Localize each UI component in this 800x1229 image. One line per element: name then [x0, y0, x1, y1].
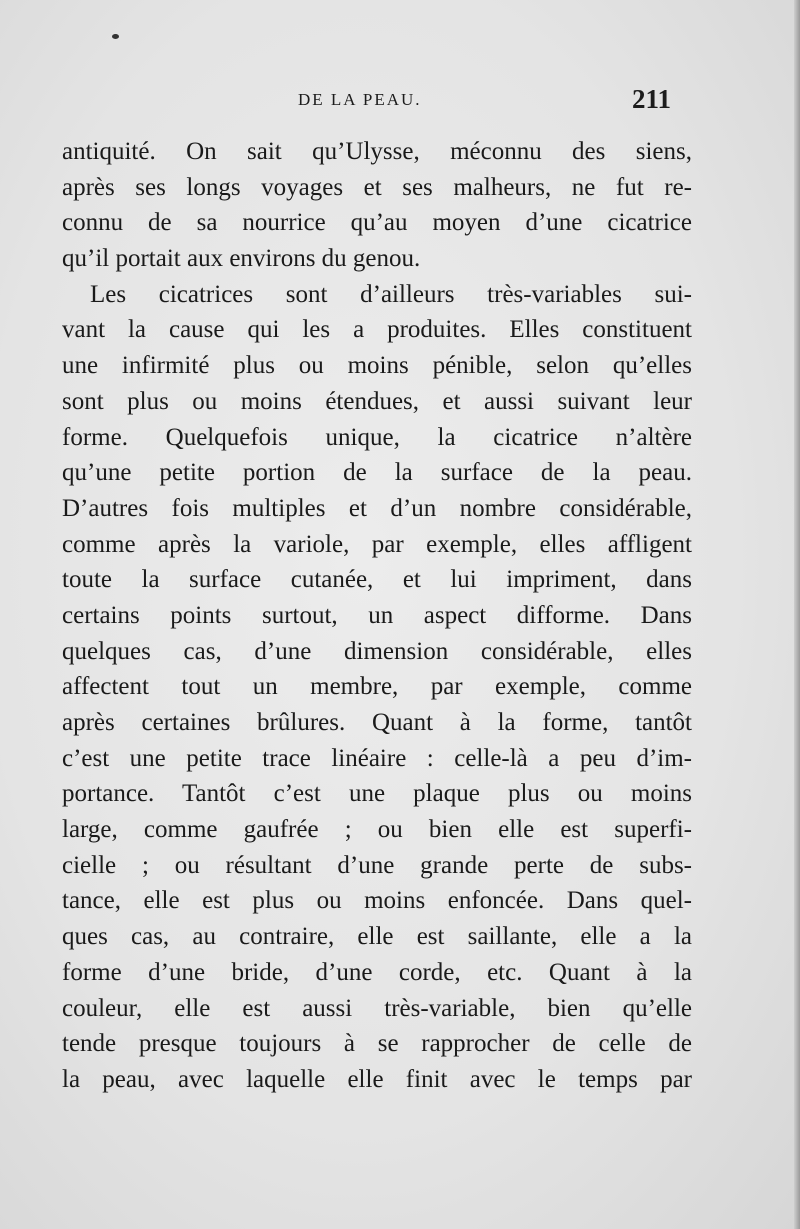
- page-header: [0, 84, 800, 120]
- text-line: tende presque toujours à se rapprocher de celle de: [62, 1030, 692, 1058]
- text-line: tance, elle est plus ou moins enfoncée. Dans quel-: [62, 887, 692, 915]
- text-line: c’est une petite trace linéaire : celle-là a peu d’im-: [62, 744, 692, 772]
- page-edge-shadow: [794, 0, 800, 1229]
- text-line: après ses longs voyages et ses malheurs, ne fut re-: [62, 173, 692, 201]
- text-line: quelques cas, d’une dimension considérable, elles: [62, 637, 692, 665]
- text-line: toute la surface cutanée, et lui impriment, dans: [62, 566, 692, 594]
- text-line: Les cicatrices sont d’ailleurs très-variables sui-: [90, 280, 692, 308]
- text-line: cielle ; ou résultant d’une grande perte de subs-: [62, 851, 692, 879]
- text-line: portance. Tantôt c’est une plaque plus ou moins: [62, 780, 692, 808]
- text-line: une infirmité plus ou moins pénible, selon qu’elles: [62, 352, 692, 380]
- text-line: après certaines brûlures. Quant à la forme, tantôt: [62, 709, 692, 736]
- text-line: sont plus ou moins étendues, et aussi suivant leur: [62, 387, 692, 415]
- text-line: couleur, elle est aussi très-variable, bien qu’elle: [62, 994, 692, 1022]
- text-line: D’autres fois multiples et d’un nombre considérable,: [62, 494, 692, 522]
- text-line: qu’une petite portion de la surface de la peau.: [62, 459, 692, 487]
- text-line: vant la cause qui les a produites. Elles constituent: [62, 316, 692, 344]
- ink-speck: [112, 34, 119, 39]
- text-line: certains points surtout, un aspect difforme. Dans: [62, 601, 692, 629]
- text-line: antiquité. On sait qu’Ulysse, méconnu des siens,: [62, 138, 692, 165]
- text-line: qu’il portait aux environs du genou.: [62, 245, 421, 273]
- text-line: comme après la variole, par exemple, elles affligent: [62, 530, 692, 558]
- body-text: [62, 134, 692, 1098]
- text-line: forme. Quelquefois unique, la cicatrice n’altère: [62, 423, 692, 451]
- text-line: la peau, avec laquelle elle finit avec le temps par: [62, 1065, 692, 1093]
- text-line: affectent tout un membre, par exemple, comme: [62, 673, 692, 701]
- text-line: ques cas, au contraire, elle est saillante, elle a la: [62, 923, 692, 951]
- page-number: 211: [632, 84, 672, 114]
- text-line: large, comme gaufrée ; ou bien elle est superfi-: [62, 816, 692, 844]
- text-line: forme d’une bride, d’une corde, etc. Quant à la: [62, 958, 692, 986]
- running-head: DE LA PEAU.: [298, 90, 422, 109]
- text-line: connu de sa nourrice qu’au moyen d’une cicatrice: [62, 209, 692, 237]
